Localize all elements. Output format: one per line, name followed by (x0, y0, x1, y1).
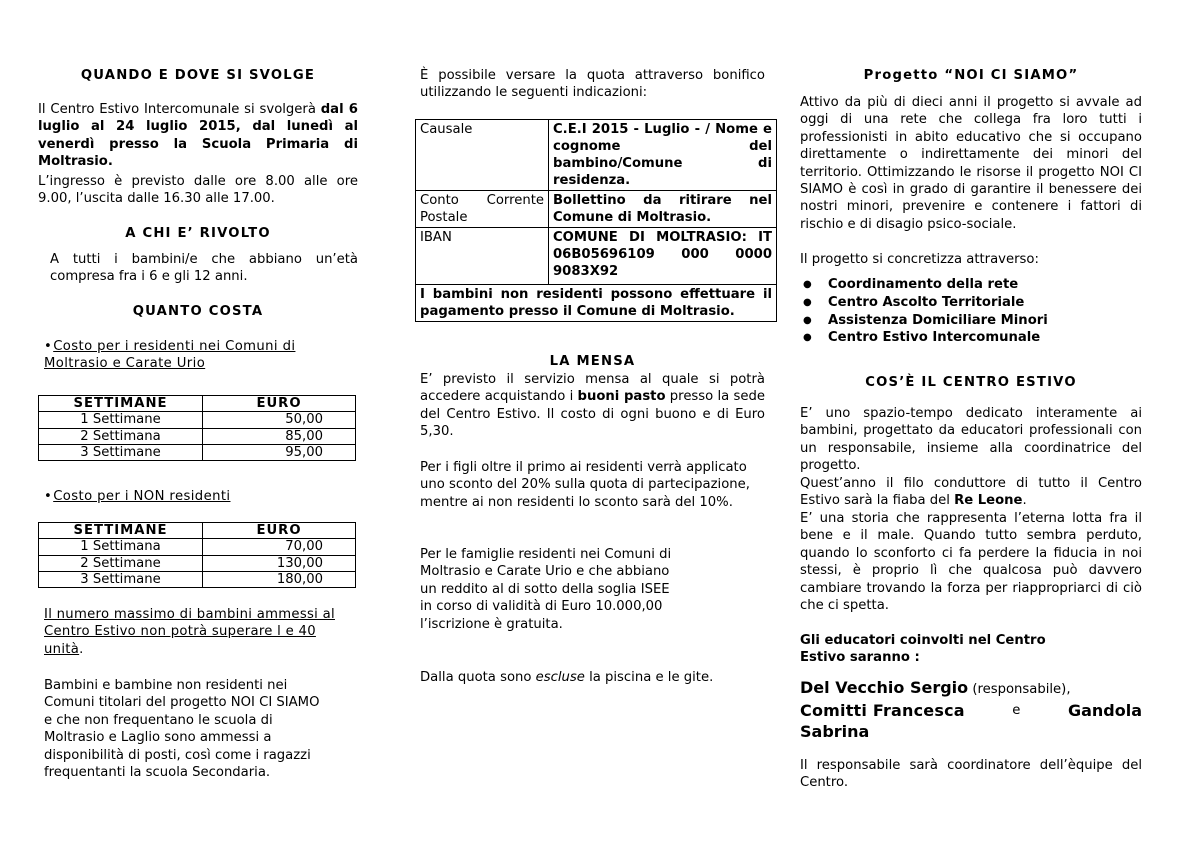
table-cell: Bollettino da ritirare nel Comune di Moltrasio. (549, 191, 777, 228)
table-header: EURO (203, 523, 356, 539)
table-row (416, 228, 777, 285)
canteen-cost: presso la sede del Centro Estivo. Il costo di ogni buono e di Euro 5,30. (420, 389, 765, 440)
table-cell: Conto Corrente Postale (416, 191, 549, 228)
excluded-intro: Dalla quota sono (420, 670, 536, 685)
heading-project: Progetto “NOI CI SIAMO” (863, 68, 1079, 83)
heading-cost: QUANTO COSTA (132, 304, 264, 319)
table-row (39, 412, 356, 428)
excluded-items: la piscina e le gite. (584, 670, 714, 685)
table-header: SETTIMANE (39, 523, 203, 539)
educator-role: (responsabile), (968, 682, 1071, 697)
educator-surname: Gandola (1067, 701, 1142, 720)
table-cell: 50,00 (203, 412, 356, 428)
what-is-text: E’ uno spazio-tempo dedicato interamente ai bambini, progettato da educatori professionali con un responsabile, insieme alla coordinatrice del progetto. (800, 406, 1142, 474)
heading-when-where: QUANDO E DOVE SI SVOLGE (80, 68, 316, 83)
educator-firstname: Sabrina (800, 722, 870, 741)
educators-heading: Gli educatori coinvolti nel Centro Estivo saranno : (800, 633, 1046, 666)
educator-row (800, 721, 1142, 744)
table-cell: C.E.I 2015 - Luglio - / Nome e cognome del bambino/Comune di residenza. (549, 120, 777, 191)
table-row (416, 120, 777, 191)
theme-title: Re Leone (954, 493, 1023, 509)
discount-text: Per i figli oltre il primo ai residenti verrà applicato uno sconto del 20% sulla quota di partecipazione, mentre ai non residenti lo sconto sarà del 10%. (420, 460, 750, 510)
table-cell: 180,00 (203, 571, 356, 587)
payment-intro: È possibile versare la quota attraverso bonifico utilizzando le seguenti indicazioni: (420, 68, 765, 101)
table-row (39, 539, 356, 555)
canteen-text (420, 371, 765, 441)
coordinator-text: Il responsabile sarà coordinatore dell’èquipe del Centro. (800, 758, 1142, 791)
payment-table (415, 119, 777, 322)
table-cell: 70,00 (203, 539, 356, 555)
educator-row (800, 677, 1142, 700)
table-header: SETTIMANE (39, 396, 203, 412)
table-cell: 130,00 (203, 555, 356, 571)
table-cell: 95,00 (203, 444, 356, 460)
table-header: EURO (203, 396, 356, 412)
educator-name: Comitti Francesca (800, 701, 965, 720)
educators-names (800, 677, 1142, 744)
table-row (416, 285, 777, 322)
theme-end: . (1022, 493, 1027, 509)
table-cell: 3 Settimane (39, 444, 203, 460)
table-row (416, 191, 777, 228)
table-cell: 85,00 (203, 428, 356, 444)
max-children-end: . (79, 641, 84, 657)
when-where-dates: dal 6 luglio al 24 luglio 2015, dal lunedì al venerdì presso la Scuola Primaria di Moltrasio. (38, 102, 358, 170)
excluded-text (420, 669, 765, 686)
table-cell: 1 Settimana (39, 539, 203, 555)
table-row (39, 428, 356, 444)
story-text: E’ una storia che rappresenta l’eterna lotta fra il bene e il male. Quando tutto sembra perduto, quando lo sconforto ci fa perdere la fiducia in noi stessi, è proprio lì che qualcosa può davvero cambiare trovando la forza per riappropriarci di ciò che ci spetta. (800, 511, 1142, 614)
bullet: • (44, 339, 53, 354)
heading-what-is: COS’È IL CENTRO ESTIVO (865, 375, 1077, 390)
heading-who: A CHI E’ RIVOLTO (125, 226, 271, 241)
educator-and: e (1012, 703, 1021, 718)
bullet: • (44, 489, 53, 504)
entry-exit-times: L’ingresso è previsto dalle ore 8.00 alle ore 9.00, l’uscita dalle 16.30 alle 17.00. (38, 174, 358, 207)
list-item: ● Centro Ascolto Territoriale (828, 294, 1048, 312)
heading-canteen: LA MENSA (549, 354, 636, 369)
nonresidents-admission-note: Bambini e bambine non residenti nei Comuni titolari del progetto NOI CI SIAMO e che non frequentano le scuola di Moltrasio e Laglio sono ammessi a disponibilità di posti, così come i ragazzi frequentanti la scuola Secondaria. (44, 678, 320, 781)
meal-voucher: buoni pasto (577, 389, 666, 405)
theme-text (800, 475, 1142, 510)
canteen-intro: E’ previsto il servizio mensa al quale si potrà accedere acquistando i (420, 372, 765, 405)
who-text: A tutti i bambini/e che abbiano un’età compresa fra i 6 e gli 12 anni. (50, 252, 358, 285)
residents-cost-label (44, 338, 358, 373)
nonresidents-cost-label (44, 488, 358, 505)
residents-cost-table (38, 395, 356, 461)
table-cell: 1 Settimane (39, 412, 203, 428)
nonresidents-cost-table (38, 522, 356, 588)
max-children-note (44, 606, 344, 658)
list-item: ● Centro Estivo Intercomunale (828, 329, 1048, 347)
table-row (39, 555, 356, 571)
excluded-word: escluse (535, 670, 585, 685)
table-header-row (39, 523, 356, 539)
when-where-text (38, 101, 358, 171)
list-item: ● Assistenza Domiciliare Minori (828, 312, 1048, 330)
table-row (39, 571, 356, 587)
project-list (828, 276, 1048, 347)
table-cell: 2 Settimana (39, 428, 203, 444)
educator-name: Del Vecchio Sergio (800, 678, 969, 697)
isee-text: Per le famiglie residenti nei Comuni di Moltrasio e Carate Urio e che abbiano un reddito al di sotto della soglia ISEE in corso di validità di Euro 10.000,00 l’iscrizione è gratuita. (420, 547, 672, 632)
theme-intro: Quest’anno il filo conduttore di tutto il Centro Estivo sarà la fiaba del (800, 476, 1142, 509)
project-text: Attivo da più di dieci anni il progetto si avvale ad oggi di una rete che collega fra loro tutti i professionisti in abito educativo che si occupano direttamente o indirettamente dei minori del territorio. Ottimizzando le risorse il progetto NOI CI SIAMO è così in grado di garantire il benessere dei nostri minori, prevenire e contenere i fattori di rischio e di disagio psico-sociale. (800, 95, 1142, 232)
table-header-row (39, 396, 356, 412)
project-intro: Il progetto si concretizza attraverso: (800, 252, 1039, 267)
residents-cost-text: Costo per i residenti nei Comuni di Moltrasio e Carate Urio (44, 339, 296, 372)
when-where-intro: Il Centro Estivo Intercomunale si svolgerà (38, 102, 321, 117)
table-cell: IBAN (416, 228, 549, 285)
nonresidents-cost-text: Costo per i NON residenti (53, 489, 231, 504)
educator-row (800, 700, 1142, 721)
table-cell: 3 Settimane (39, 571, 203, 587)
payment-footer: I bambini non residenti possono effettuare il pagamento presso il Comune di Moltrasio. (416, 285, 777, 322)
table-cell: 2 Settimane (39, 555, 203, 571)
table-cell: Causale (416, 120, 549, 191)
list-item: ● Coordinamento della rete (828, 276, 1048, 294)
table-row (39, 444, 356, 460)
iban-cell: COMUNE DI MOLTRASIO: IT 06B05696109 000 0000 9083X92 (549, 228, 777, 285)
max-children-text: Il numero massimo di bambini ammessi al Centro Estivo non potrà superare l e 40 unità (44, 607, 335, 657)
